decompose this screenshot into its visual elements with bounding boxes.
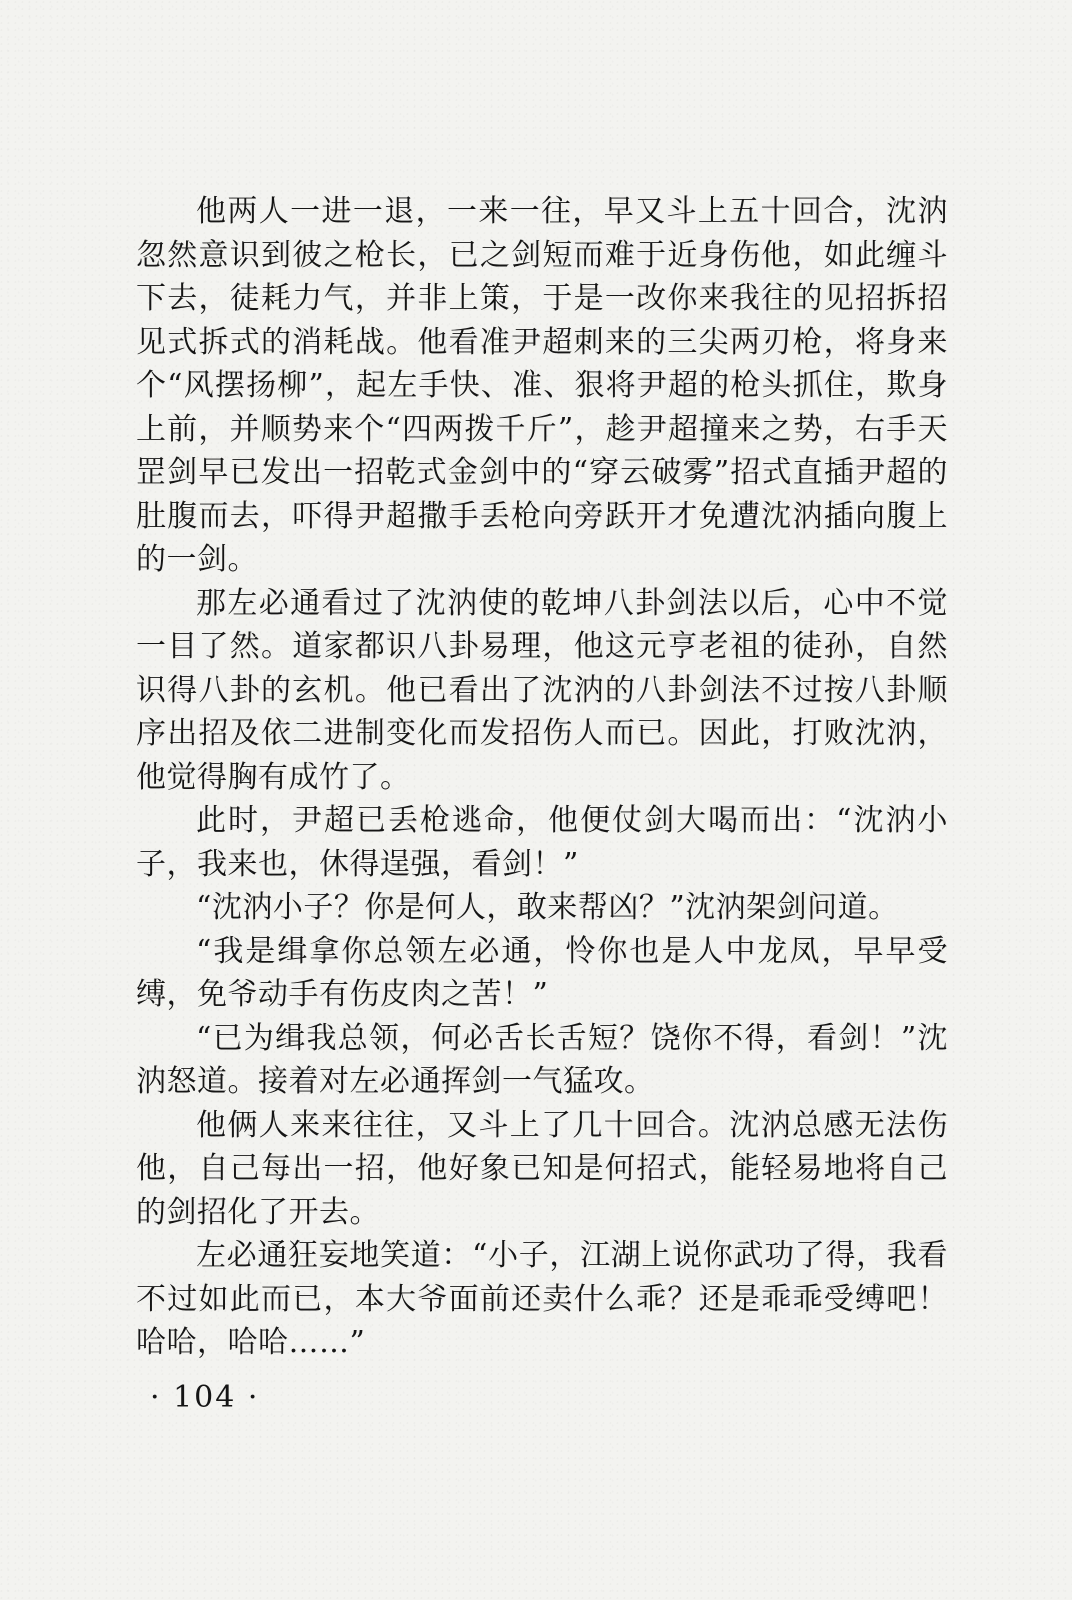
paragraph-4: “沈汭小子？你是何人，敢来帮凶？”沈汭架剑问道。 (196, 890, 899, 925)
paragraph-1: 他两人一进一退，一来一往，早又斗上五十回合，沈汭忽然意识到彼之枪长，已之剑短而难于近身伤他，如此缠斗下去，徒耗力气，并非上策，于是一改你来我往的见招拆招见式拆式的消耗战。他看准尹超刺来的三尖两刃枪，将身来个“风摆扬柳”，起左手快、准、狠将尹超的枪头抓住，欺身上前，并顺势来个“四两拨千斤”，趁尹超撞来之势，右手天罡剑早已发出一招乾式金剑中的“穿云破雾”招式直插尹超的肚腹而去，吓得尹超撒手丢枪向旁跃开才免遭沈汭插向腹上的一剑。 (136, 194, 948, 577)
paragraph-3: 此时，尹超已丢枪逃命，他便仗剑大喝而出：“沈汭小子，我来也，休得逞强，看剑！” (136, 803, 948, 882)
paragraph-8: 左必通狂妄地笑道：“小子，江湖上说你武功了得，我看不过如此而已，本大爷面前还卖什么乖？还是乖乖受缚吧！哈哈，哈哈……” (136, 1238, 948, 1360)
page-number: · 104 · (150, 1380, 260, 1415)
paragraph-2: 那左必通看过了沈汭使的乾坤八卦剑法以后，心中不觉一目了然。道家都识八卦易理，他这元亨老祖的徒孙，自然识得八卦的玄机。他已看出了沈汭的八卦剑法不过按八卦顺序出招及依二进制变化而发招伤人而已。因此，打败沈汭，他觉得胸有成竹了。 (136, 585, 948, 795)
paragraph-5: “我是缉拿你总领左必通，怜你也是人中龙凤，早早受缚，免爷动手有伤皮肉之苦！” (136, 933, 948, 1012)
paragraph-6: “已为缉我总领，何必舌长舌短？饶你不得，看剑！”沈汭怒道。接着对左必通挥剑一气猛攻。 (136, 1020, 948, 1099)
body-text (136, 190, 948, 1365)
paragraph-7: 他俩人来来往往，又斗上了几十回合。沈汭总感无法伤他，自己每出一招，他好象已知是何招式，能轻易地将自己的剑招化了开去。 (136, 1107, 948, 1230)
